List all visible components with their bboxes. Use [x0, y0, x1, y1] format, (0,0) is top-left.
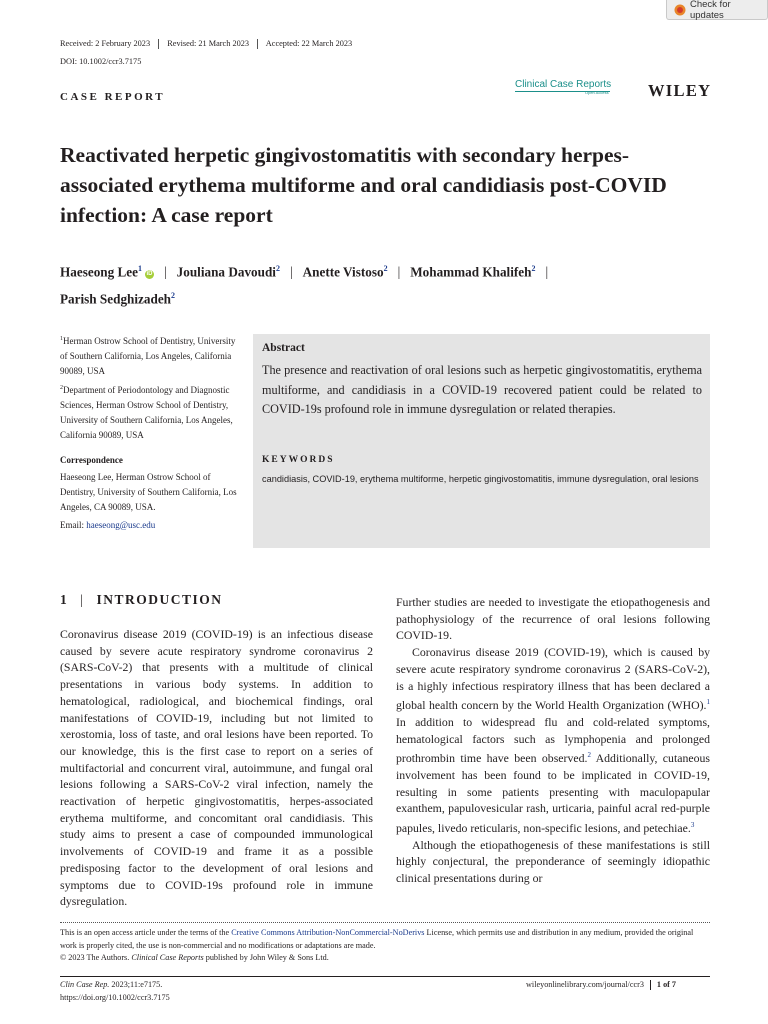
license-text: This is an open access article under the terms of the Creative Commons Attribution-NonCommercial-NoDerivs License, which permits use and distribution in any medium, provided the original work is properly cited, the use is non-commercial and no modifications or adaptations are made.	[60, 928, 694, 950]
article-type: CASE REPORT	[60, 91, 166, 103]
publisher-logo: WILEY	[648, 81, 712, 100]
author-name[interactable]: Mohammad Khalifeh	[410, 264, 532, 280]
affiliation-ref[interactable]: 2	[171, 291, 176, 301]
author-name[interactable]: Anette Vistoso	[302, 264, 384, 280]
correspondence-text: Haeseong Lee, Herman Ostrow School of Dentistry, University of Southern California, Los Angeles, CA 90089, USA.	[60, 472, 237, 512]
check-for-updates-button[interactable]	[666, 0, 768, 20]
open-access-label: Open Access	[585, 90, 609, 95]
affiliation-2: $^2$Department of Periodontology and Diagnostic Sciences, Herman Ostrow School of Dentistry, University of Southern California, Los Angeles, California 90089, USA	[60, 385, 233, 440]
affiliation-ref[interactable]: 1	[138, 264, 143, 273]
check-for-updates-label: Check for updates	[689, 0, 731, 21]
article-title: Reactivated herpetic gingivostomatitis with secondary herpes-associated erythema multiforme and oral candidiasis post-COVID infection: A case report	[60, 143, 667, 227]
paragraph: Although the etiopathogenesis of these manifestations is still highly conjectural, the preponderance of seemingly idiopathic clinical presentations during or	[396, 837, 710, 886]
citation-info: Clin Case Rep. 2023;11:e7175. https://doi.org/10.1002/ccr3.7175	[60, 980, 170, 1002]
received-date: Received: 2 February 2023	[60, 39, 151, 48]
separator: |	[397, 264, 401, 280]
affiliation-ref[interactable]: 2	[531, 264, 536, 273]
citation-doi-link[interactable]: https://doi.org/10.1002/ccr3.7175	[60, 992, 170, 1002]
page-info	[526, 979, 676, 992]
affiliation-1: $^1$Herman Ostrow School of Dentistry, University of Southern California, Los Angeles, California 90089, USA	[60, 336, 236, 376]
separator	[158, 39, 159, 49]
separator	[257, 39, 258, 49]
separator: |	[80, 592, 85, 607]
doi: DOI: 10.1002/ccr3.7175	[60, 57, 142, 66]
journal-site-link[interactable]: wileyonlinelibrary.com/journal/ccr3	[526, 980, 644, 989]
page-footer-rule	[60, 976, 710, 977]
body-column-right	[396, 594, 710, 887]
affiliations	[60, 332, 240, 536]
abstract-text: The presence and reactivation of oral lesions such as herpetic gingivostomatitis, erythema multiforme, and candidiasis in a COVID-19 recovered patient could be related to COVID-19s profound role in immune dysregulation or related therapies.	[262, 363, 702, 416]
reference-link[interactable]: 1	[706, 698, 710, 707]
license-link[interactable]: Creative Commons Attribution-NonCommercial-NoDerivs	[231, 928, 425, 937]
dates-line	[60, 39, 352, 49]
section-number: 1	[60, 592, 69, 607]
reference-link[interactable]: 2	[587, 751, 591, 760]
correspondence-email-line: Email: haeseong@usc.edu	[60, 519, 156, 530]
email-link[interactable]: haeseong@usc.edu	[86, 519, 156, 530]
abstract-heading: Abstract	[262, 342, 305, 354]
paragraph: Coronavirus disease 2019 (COVID-19), which is caused by severe acute respiratory syndrome coronavirus 2 (SARS-CoV-2), is a highly infectious respiratory illness that has been declared a global health concern by the World Health Organization (WHO).$^1$ In addition to widespread flu and cold-related symptoms, hematological factors such as lymphopenia and prolonged prothrombin time have been observed.$^2$ Additionally, cutaneous involvement has been found to be implicated in COVID-19, resulting in some patients presenting with maculopapular exanthem, papulovesicular rash, urticaria, painful acral red-purple papules, livedo reticularis, non-specific lesions, and petechiae.$^3$	[396, 645, 710, 835]
correspondence-heading: Correspondence	[60, 454, 123, 465]
author-name[interactable]: Haeseong Lee	[60, 264, 139, 280]
license-footnote	[60, 927, 710, 965]
separator: |	[289, 264, 293, 280]
paragraph: Coronavirus disease 2019 (COVID-19) is an infectious disease caused by severe acute respiratory syndrome coronavirus 2 (SARS-CoV-2) that presents with a multitude of clinical presentations in various body systems. In addition to hematological, radiological, and biochemical findings, oral manifestations of COVID-19, including but not limited to xerostomia, loss of taste, and oral lesions have been reported. To our knowledge, this is the first case to report on a series of multifactorial and concurrent viral, autoimmune, and fungal oral lesions following a SARS-CoV-2 viral infection, namely the reactivation of herpetic gingivostomatitis, herpes-associated erythema multiforme, and concomitant oral candidiasis. This study aims to present a case of compounded immunological involvements of COVID-19 and frame it as a possible predisposing factor to the development of oral lesions and symptoms due to COVID-19s profound role in immune dysregulation.	[60, 627, 373, 909]
author-name[interactable]: Parish Sedghizadeh	[60, 291, 172, 307]
affiliation-ref[interactable]: 2	[383, 264, 388, 273]
accepted-date: Accepted: 22 March 2023	[265, 39, 353, 48]
journal-logo: Clinical Case Reports	[515, 79, 612, 90]
separator	[650, 980, 651, 990]
revised-date: Revised: 21 March 2023	[167, 39, 250, 48]
separator: |	[545, 264, 549, 280]
section-title: INTRODUCTION	[96, 592, 223, 607]
affiliation-ref[interactable]: 2	[275, 264, 280, 273]
orcid-icon[interactable]: iD	[146, 271, 153, 278]
page-number: 1 of 7	[656, 980, 677, 989]
copyright-text: © 2023 The Authors. Clinical Case Reports published by John Wiley & Sons Ltd.	[60, 953, 329, 962]
keywords-heading: KEYWORDS	[262, 455, 335, 465]
check-updates-icon	[674, 4, 686, 16]
section-heading	[60, 592, 222, 608]
author-name[interactable]: Jouliana Davoudi	[176, 264, 276, 280]
reference-link[interactable]: 3	[690, 820, 695, 829]
author-list	[60, 257, 720, 312]
keywords-text: candidiasis, COVID-19, erythema multiforme, herpetic gingivostomatitis, immune dysregulation, oral lesions	[262, 474, 699, 484]
separator: |	[164, 264, 167, 280]
body-column-left	[60, 626, 373, 910]
footnote-divider	[60, 922, 710, 923]
paragraph: Further studies are needed to investigate the etiopathogenesis and pathophysiology of the recurrence of oral lesions following COVID-19.	[396, 595, 710, 643]
